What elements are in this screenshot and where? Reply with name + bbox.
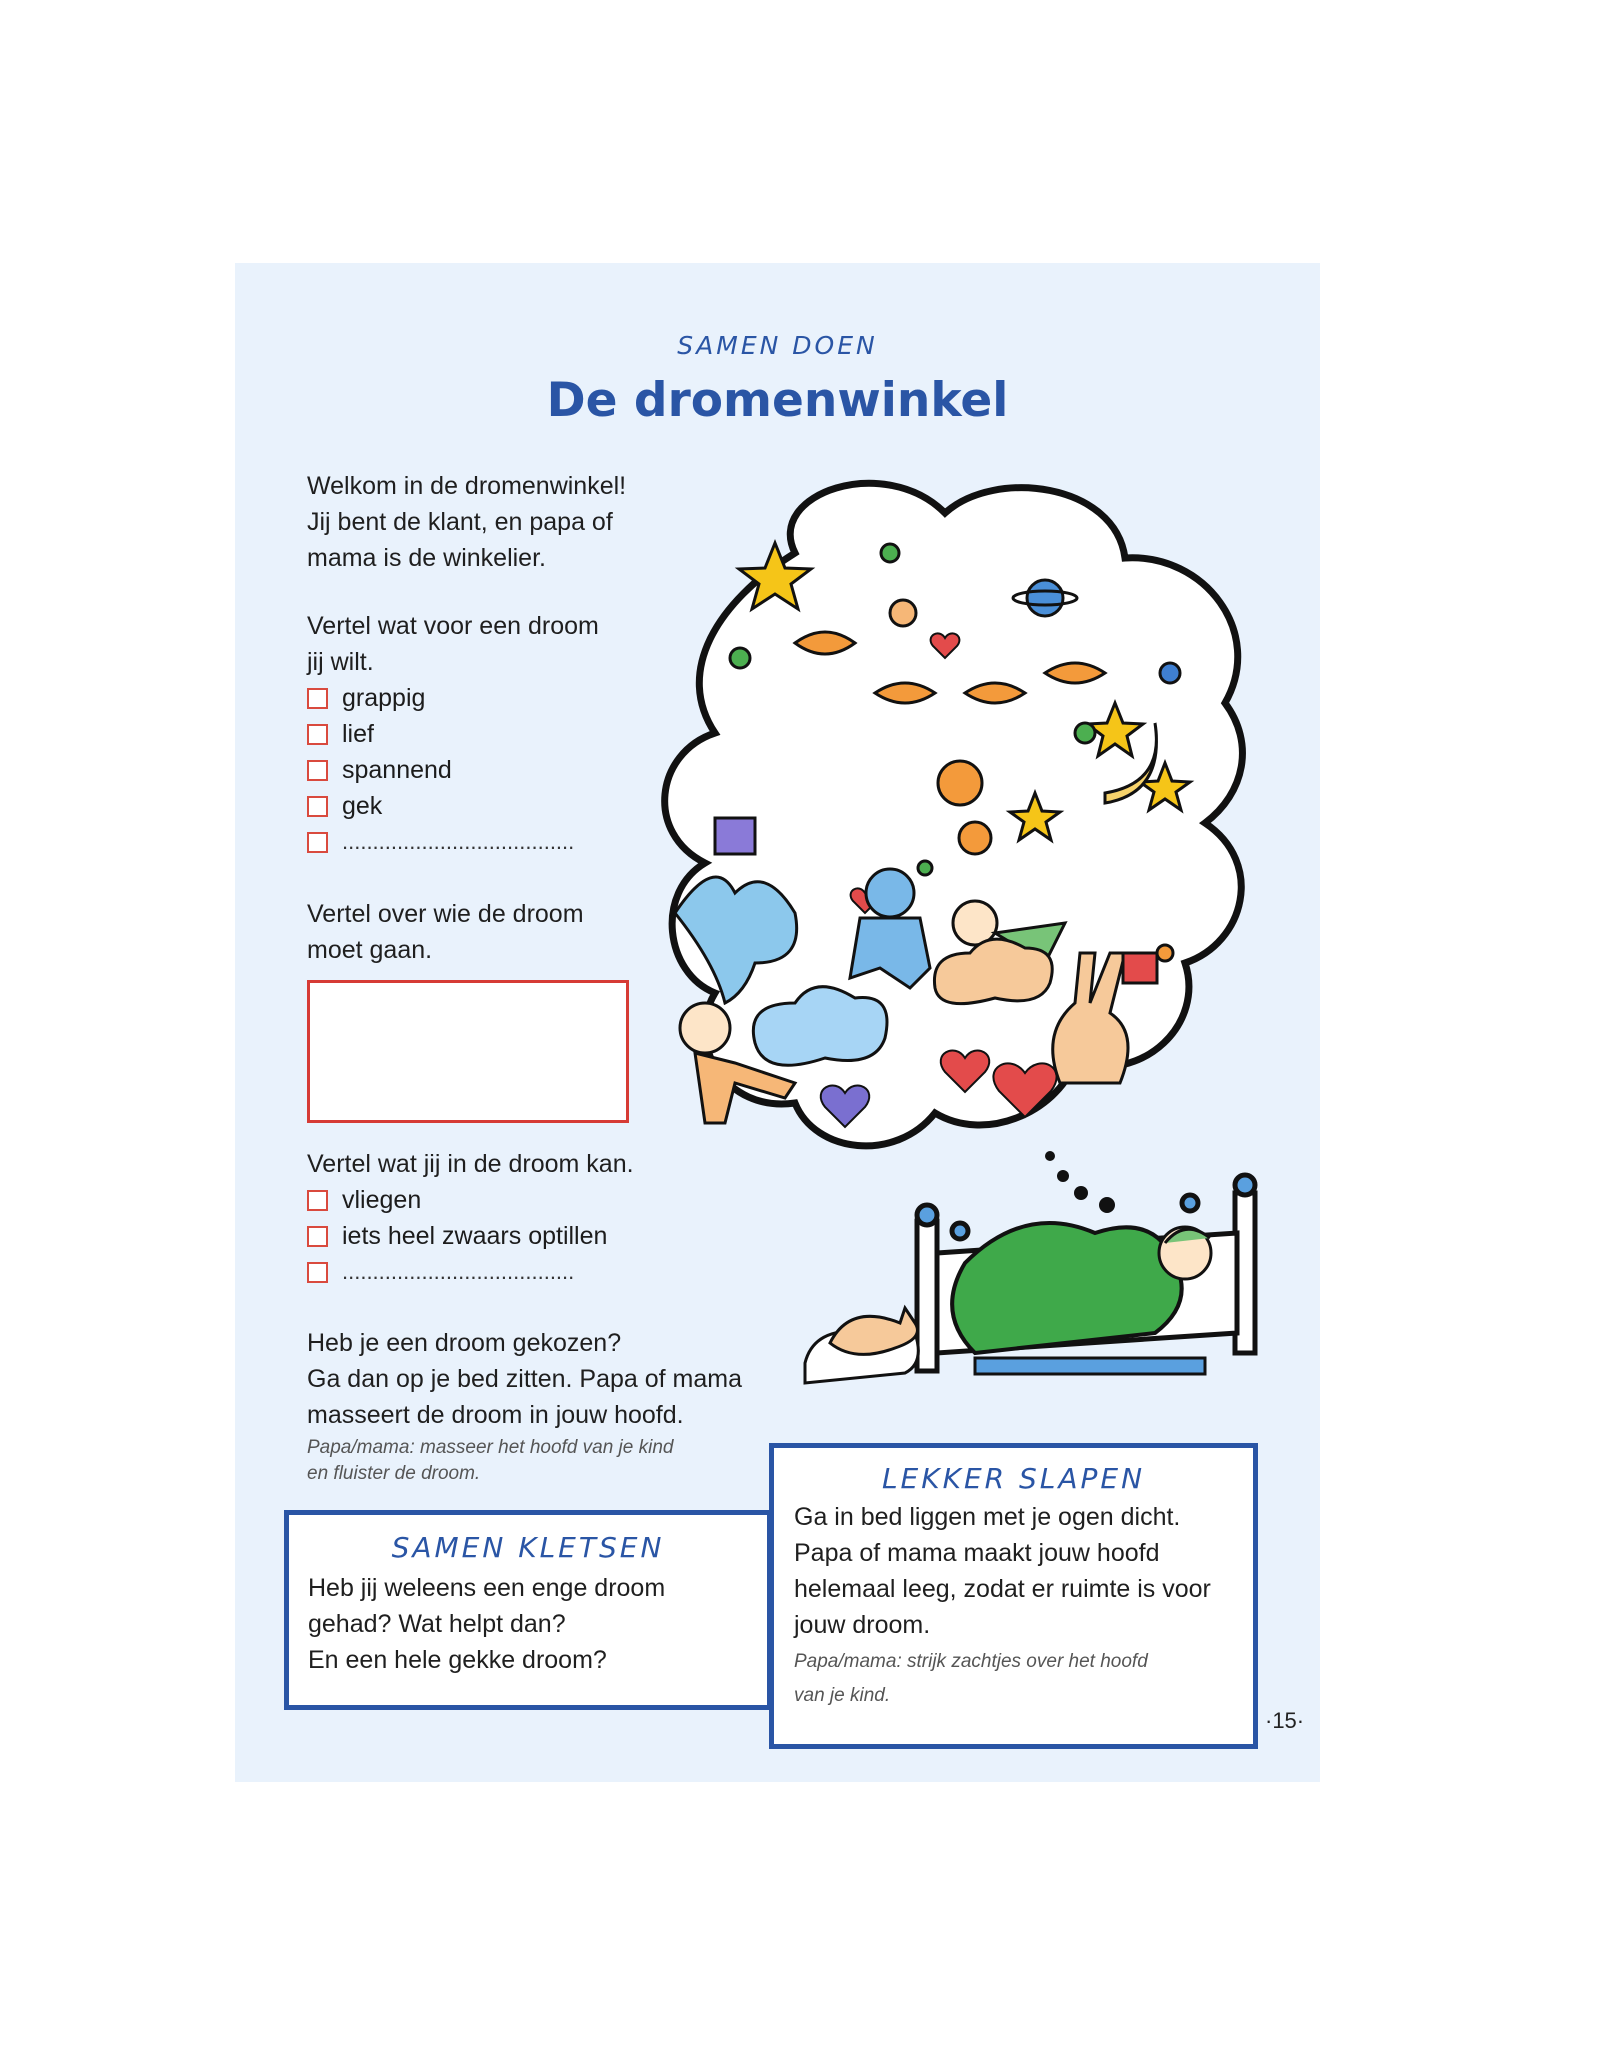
- blanket: [952, 1223, 1182, 1353]
- dream-illustration: [645, 463, 1285, 1393]
- checklist-item: [307, 788, 667, 824]
- intro-line: Jij bent de klant, en papa of: [307, 508, 613, 536]
- box-line: gehad? Wat helpt dan?: [308, 1610, 566, 1638]
- box-heading: SAMEN KLETSEN: [391, 1531, 665, 1564]
- box-line: Heb jij weleens een enge droom: [308, 1574, 666, 1602]
- box-text: [774, 1495, 1253, 1643]
- intro-line: Welkom in de dromenwinkel!: [307, 472, 627, 500]
- checkbox[interactable]: [307, 1226, 328, 1247]
- chosen-line: Ga dan op je bed zitten. Papa of mama: [307, 1365, 742, 1393]
- sleeping-cat-icon: [805, 1308, 918, 1383]
- parent-note: [774, 1643, 1253, 1713]
- box-line: En een hele gekke droom?: [308, 1646, 607, 1674]
- note-line: Papa/mama: masseer het hoofd van je kind: [307, 1437, 674, 1458]
- page-title: De dromenwinkel: [546, 373, 1009, 428]
- note-line: en fluister de droom.: [307, 1463, 481, 1484]
- intro-text: [307, 468, 667, 576]
- box-heading: LEKKER SLAPEN: [881, 1462, 1146, 1495]
- option-label: vliegen: [342, 1185, 422, 1214]
- checkbox[interactable]: [307, 1190, 328, 1211]
- box-line: helemaal leeg, zodat er ruimte is voor: [794, 1575, 1211, 1603]
- section-kicker: SAMEN DOEN: [677, 331, 878, 360]
- dream-can-prompt: Vertel wat jij in de droom kan.: [307, 1150, 634, 1178]
- note-line: Papa/mama: strijk zachtjes over het hoofd: [794, 1651, 1148, 1672]
- page-number: ·15·: [1265, 1708, 1305, 1733]
- option-label: gek: [342, 791, 383, 820]
- samen-kletsen-box: [284, 1510, 772, 1710]
- checkbox[interactable]: [307, 832, 328, 853]
- box-line: Ga in bed liggen met je ogen dicht.: [794, 1503, 1181, 1531]
- option-label: lief: [342, 719, 374, 748]
- parent-note: [307, 1435, 747, 1487]
- dream-type-checklist: [307, 680, 667, 860]
- checkbox[interactable]: [307, 760, 328, 781]
- lekker-slapen-box: [769, 1443, 1258, 1749]
- checklist-item: [307, 680, 667, 716]
- note-line: van je kind.: [794, 1685, 891, 1706]
- box-text: [289, 1564, 767, 1678]
- box-line: Papa of mama maakt jouw hoofd: [794, 1539, 1160, 1567]
- dream-who-prompt: [307, 896, 667, 968]
- fill-in-line[interactable]: ......................................: [342, 1259, 575, 1284]
- chosen-line: masseert de droom in jouw hoofd.: [307, 1401, 684, 1429]
- chosen-line: Heb je een droom gekozen?: [307, 1329, 622, 1357]
- checklist-item: [307, 752, 667, 788]
- checkbox[interactable]: [307, 1262, 328, 1283]
- option-label: iets heel zwaars optillen: [342, 1221, 608, 1250]
- sleeping-child-icon: [1159, 1227, 1211, 1279]
- prompt-line: jij wilt.: [307, 648, 374, 676]
- prompt-line: Vertel wat voor een droom: [307, 612, 599, 640]
- box-line: jouw droom.: [794, 1611, 931, 1639]
- option-label: grappig: [342, 683, 426, 712]
- dream-cloud-icon: [665, 483, 1243, 1146]
- checkbox[interactable]: [307, 688, 328, 709]
- dream-type-prompt: [307, 608, 667, 680]
- checklist-item: [307, 716, 667, 752]
- fill-in-line[interactable]: ......................................: [342, 829, 575, 854]
- checklist-item: [307, 824, 667, 860]
- worksheet-page: [235, 263, 1320, 1782]
- answer-box[interactable]: [307, 980, 629, 1123]
- option-label: spannend: [342, 755, 452, 784]
- prompt-line: Vertel over wie de droom: [307, 900, 584, 928]
- checkbox[interactable]: [307, 796, 328, 817]
- checkbox[interactable]: [307, 724, 328, 745]
- prompt-line: moet gaan.: [307, 936, 433, 964]
- intro-line: mama is de winkelier.: [307, 544, 546, 572]
